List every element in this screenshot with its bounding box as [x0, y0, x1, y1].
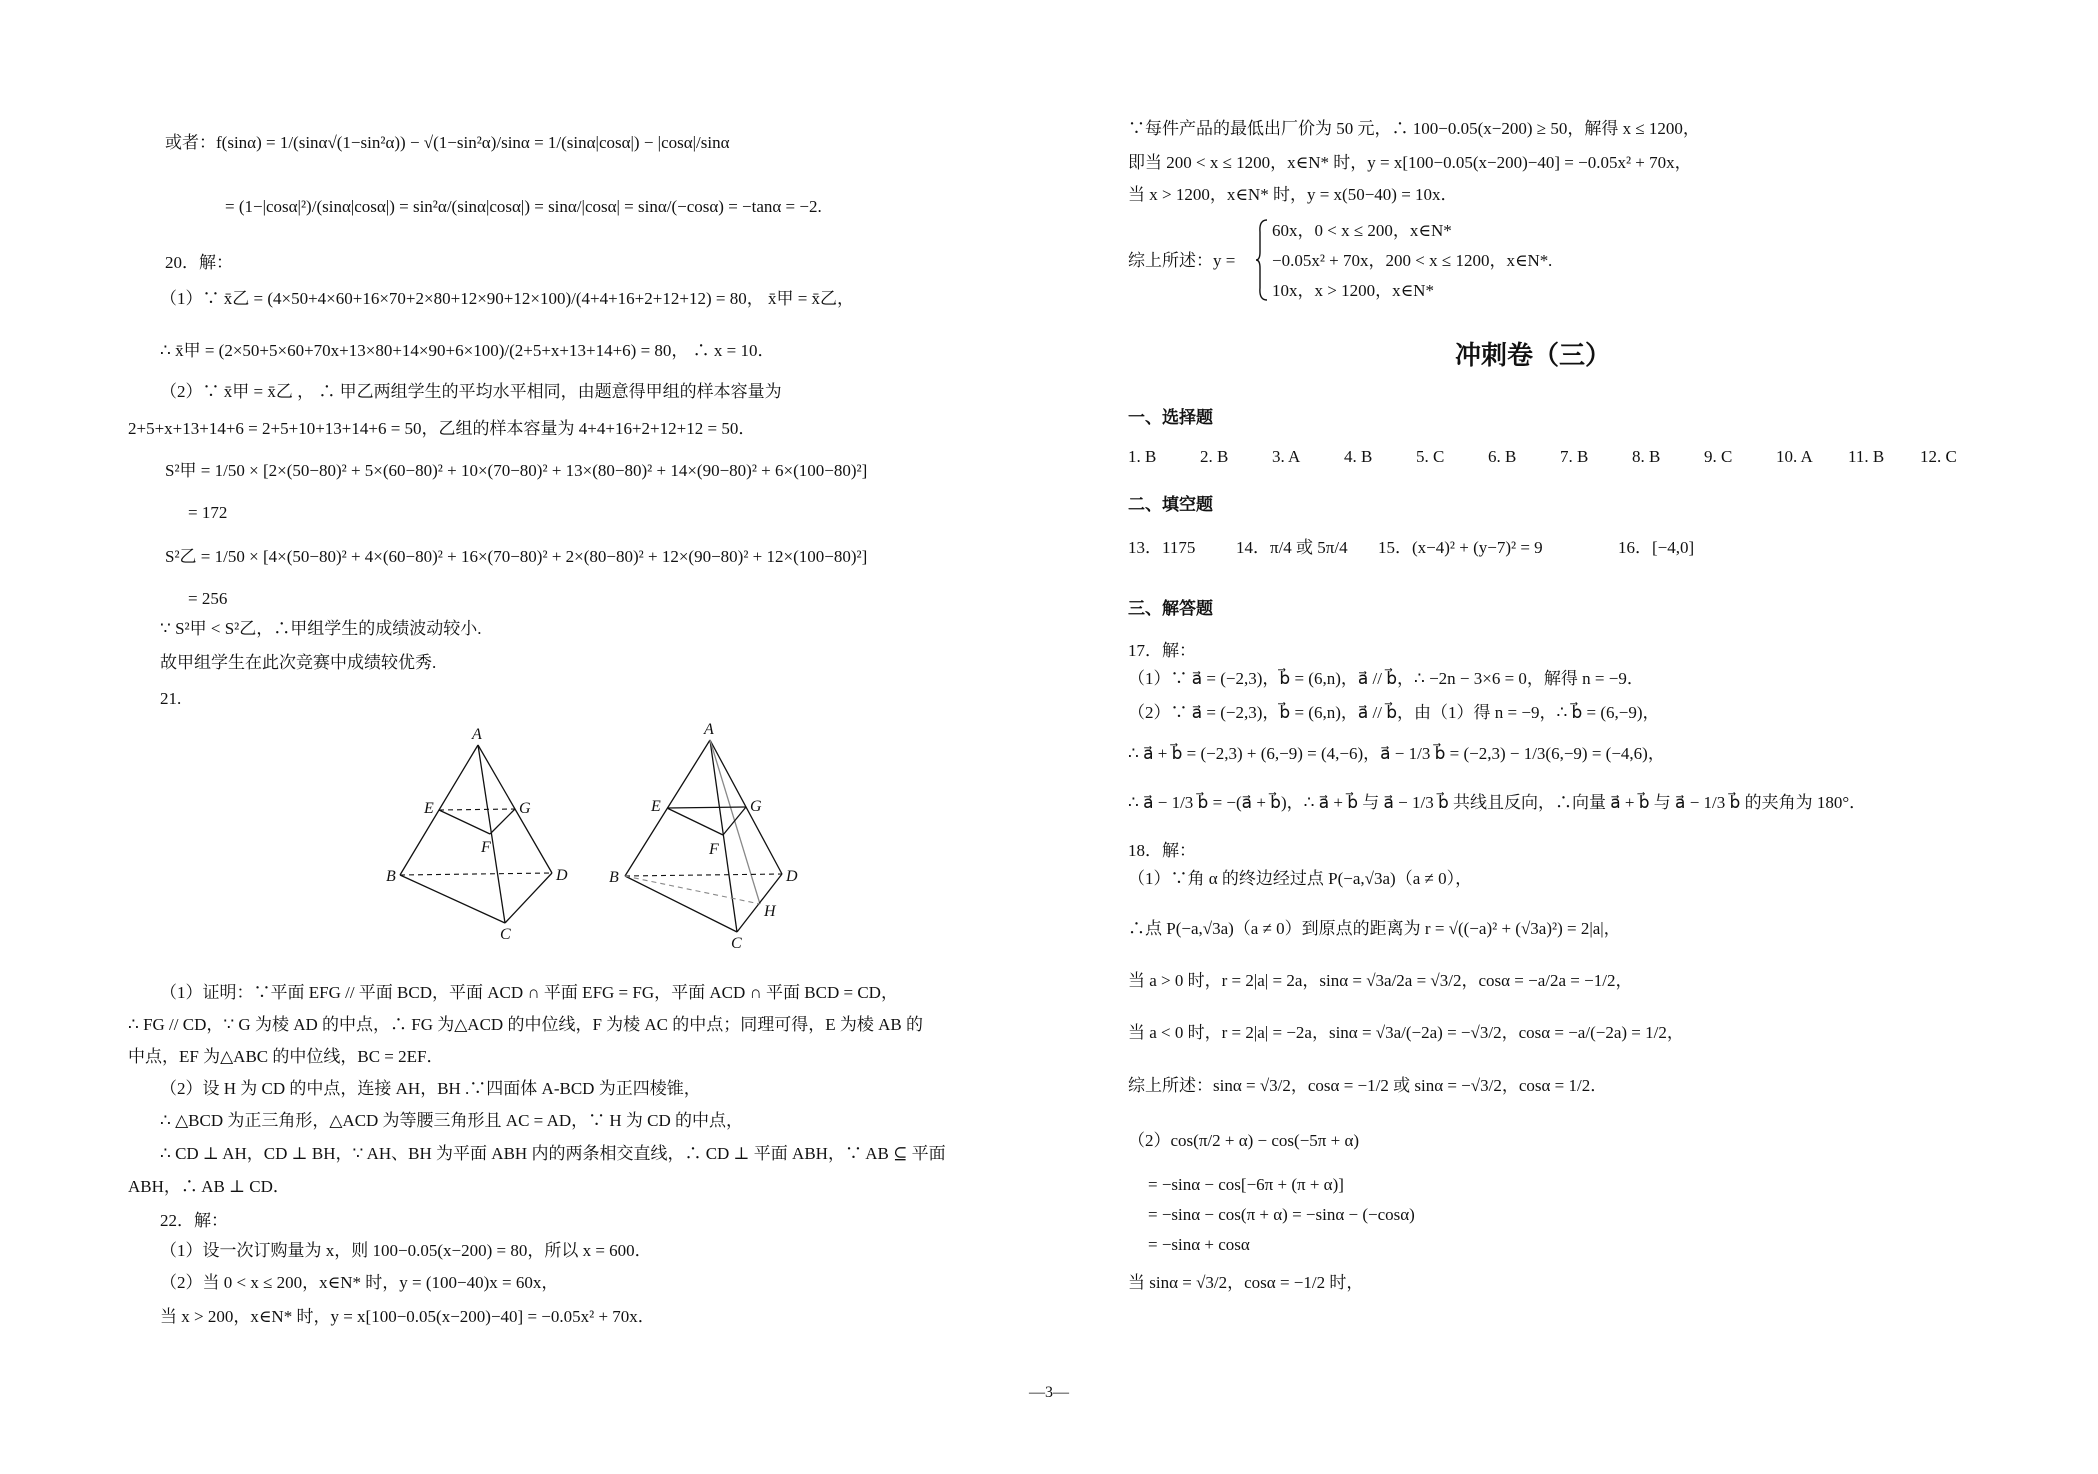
exam-title: 冲刺卷（三）	[1455, 341, 1612, 371]
text-line: 17．解：	[1128, 641, 1196, 660]
choice-answer: 12. C	[1920, 447, 1957, 466]
text-line: 20．解：	[165, 253, 233, 272]
choice-answer: 11. B	[1848, 447, 1885, 466]
label-A: A	[704, 721, 714, 738]
text-line: ∴点 P(−a,√3a)（a ≠ 0）到原点的距离为 r = √((−a)² + (√3a)²) = 2|a|，	[1128, 919, 1621, 938]
case-line: 60x，0 < x ≤ 200，x∈N*	[1272, 221, 1452, 240]
label-A: A	[472, 726, 482, 743]
text-line: 故甲组学生在此次竞赛中成绩较优秀.	[160, 653, 437, 672]
text-line: ∵ S²甲 < S²乙，∴甲组学生的成绩波动较小.	[160, 619, 482, 638]
text-line: （2）∵ a⃗ = (−2,3)，b⃗ = (6,n)，a⃗ // b⃗，由（1）得 n = −9，∴ b⃗ = (6,−9)，	[1128, 703, 1660, 722]
fill-answer: 13．1175	[1128, 538, 1196, 557]
label-C: C	[731, 935, 742, 950]
fill-answer: 16．[−4,0]	[1618, 538, 1695, 557]
text-line: S²乙 = 1/50 × [4×(50−80)² + 4×(60−80)² + 16×(70−80)² + 2×(80−80)² + 12×(90−80)² + 12×(100−80)²]	[165, 547, 868, 566]
section-heading: 三、解答题	[1128, 599, 1213, 619]
text-line: 2+5+x+13+14+6 = 2+5+10+13+14+6 = 50，乙组的样本容量为 4+4+16+2+12+12 = 50．	[128, 419, 756, 438]
label-B: B	[386, 868, 396, 885]
label-B: B	[609, 869, 619, 886]
text-line: ∴ △BCD 为正三角形，△ACD 为等腰三角形且 AC = AD，∵ H 为 CD 的中点，	[160, 1111, 744, 1130]
label-G: G	[750, 798, 762, 815]
label-C: C	[500, 926, 511, 943]
text-line: = 256	[188, 589, 228, 608]
text-line: （2）当 0 < x ≤ 200，x∈N* 时，y = (100−40)x = 60x，	[160, 1273, 559, 1292]
text-line: 18．解：	[1128, 841, 1196, 860]
text-line: 当 a > 0 时，r = 2|a| = 2a，sinα = √3a/2a = √3/2，cosα = −a/2a = −1/2，	[1128, 971, 1633, 990]
label-G: G	[519, 800, 531, 817]
choice-answer: 9. C	[1704, 447, 1733, 466]
text-line: 综上所述：sinα = √3/2，cosα = −1/2 或 sinα = −√3/2，cosα = 1/2．	[1128, 1076, 1608, 1095]
text-line: = −sinα − cos(π + α) = −sinα − (−cosα)	[1148, 1205, 1415, 1224]
brace-icon	[1255, 218, 1269, 302]
choice-answer: 3. A	[1272, 447, 1301, 466]
choice-answer: 4. B	[1344, 447, 1373, 466]
text-line: ∵每件产品的最低出厂价为 50 元，∴ 100−0.05(x−200) ≥ 50，解得 x ≤ 1200，	[1128, 119, 1700, 138]
text-line: （1）设一次订购量为 x，则 100−0.05(x−200) = 80，所以 x = 600．	[160, 1241, 652, 1260]
text-line: （1）证明：∵平面 EFG // 平面 BCD，平面 ACD ∩ 平面 EFG = FG，平面 ACD ∩ 平面 BCD = CD，	[160, 983, 898, 1002]
section-heading: 一、选择题	[1128, 408, 1213, 428]
choice-answer: 10. A	[1776, 447, 1813, 466]
choice-answer: 5. C	[1416, 447, 1445, 466]
text-line: 当 sinα = √3/2，cosα = −1/2 时，	[1128, 1273, 1364, 1292]
text-line: = −sinα − cos[−6π + (π + α)]	[1148, 1175, 1344, 1194]
summary-label: 综上所述：y =	[1128, 251, 1236, 270]
text-line: 当 x > 200，x∈N* 时，y = x[100−0.05(x−200)−40] = −0.05x² + 70x．	[160, 1307, 655, 1326]
text-line: ∴ CD ⊥ AH，CD ⊥ BH，∵ AH、BH 为平面 ABH 内的两条相交直线，∴ CD ⊥ 平面 ABH，∵ AB ⊆ 平面	[160, 1144, 946, 1163]
label-D: D	[786, 868, 798, 885]
text-line: （1）∵ a⃗ = (−2,3)，b⃗ = (6,n)，a⃗ // b⃗，∴ −2n − 3×6 = 0，解得 n = −9．	[1128, 669, 1644, 688]
text-line: ABH，∴ AB ⊥ CD．	[128, 1177, 290, 1196]
text-line: （2）∵ x̄甲 = x̄乙 ， ∴ 甲乙两组学生的平均水平相同，由题意得甲组的样本容量为	[160, 382, 782, 401]
case-line: 10x，x > 1200，x∈N*	[1272, 281, 1434, 300]
tetrahedron-figure-2	[605, 720, 815, 950]
text-line: = 172	[188, 503, 228, 522]
text-line: （1）∵角 α 的终边经过点 P(−a,√3a)（a ≠ 0），	[1128, 869, 1473, 888]
choice-answer: 8. B	[1632, 447, 1661, 466]
label-F: F	[709, 841, 719, 858]
label-F: F	[481, 839, 491, 856]
label-E: E	[651, 798, 661, 815]
text-line: 22．解：	[160, 1211, 228, 1230]
text-line: S²甲 = 1/50 × [2×(50−80)² + 5×(60−80)² + 10×(70−80)² + 13×(80−80)² + 14×(90−80)² + 6×(100−80)²]	[165, 461, 868, 480]
text-line: 或者：f(sinα) = 1/(sinα√(1−sin²α)) − √(1−sin²α)/sinα = 1/(sinα|cosα|) − |cosα|/sinα	[165, 133, 730, 152]
choice-answer: 7. B	[1560, 447, 1589, 466]
choice-answer: 6. B	[1488, 447, 1517, 466]
text-line: 即当 200 < x ≤ 1200，x∈N* 时，y = x[100−0.05(x−200)−40] = −0.05x² + 70x，	[1128, 153, 1692, 172]
choice-answer: 1. B	[1128, 447, 1157, 466]
text-line: 21.	[160, 689, 182, 708]
text-line: ∴ a⃗ + b⃗ = (−2,3) + (6,−9) = (4,−6)，a⃗ − 1/3 b⃗ = (−2,3) − 1/3(6,−9) = (−4,6)，	[1128, 744, 1665, 763]
fill-answer: 15．(x−4)² + (y−7)² = 9	[1378, 538, 1543, 557]
choice-answers	[1128, 447, 1992, 467]
tetrahedron-figure-1	[380, 725, 590, 945]
text-line: （2）设 H 为 CD 的中点，连接 AH，BH .∵四面体 A-BCD 为正四棱锥，	[160, 1079, 701, 1098]
page-number: —3—	[1029, 1384, 1069, 1401]
text-line: 中点，EF 为△ABC 的中位线，BC = 2EF．	[128, 1047, 444, 1066]
text-line: （1）∵ x̄乙 = (4×50+4×60+16×70+2×80+12×90+12×100)/(4+4+16+2+12+12) = 80， x̄甲 = x̄乙，	[160, 289, 855, 308]
section-heading: 二、填空题	[1128, 495, 1213, 515]
text-line: = −sinα + cosα	[1148, 1235, 1250, 1254]
label-H: H	[764, 903, 776, 920]
text-line: ∴ x̄甲 = (2×50+5×60+70x+13×80+14×90+6×100)/(2+5+x+13+14+6) = 80， ∴ x = 10．	[160, 341, 775, 360]
text-line: （2）cos(π/2 + α) − cos(−5π + α)	[1128, 1131, 1360, 1150]
text-line: ∴ FG // CD，∵ G 为棱 AD 的中点，∴ FG 为△ACD 的中位线，F 为棱 AC 的中点；同理可得，E 为棱 AB 的	[128, 1015, 924, 1034]
choice-answer: 2. B	[1200, 447, 1229, 466]
text-line: 当 a < 0 时，r = 2|a| = −2a，sinα = √3a/(−2a) = −√3/2，cosα = −a/(−2a) = 1/2，	[1128, 1023, 1684, 1042]
text-line: = (1−|cosα|²)/(sinα|cosα|) = sin²α/(sinα|cosα|) = sinα/|cosα| = sinα/(−cosα) = −tanα = −2.	[225, 197, 822, 216]
fill-answer: 14．π/4 或 5π/4	[1236, 538, 1348, 557]
summary-end: .	[1548, 251, 1553, 270]
label-D: D	[556, 867, 568, 884]
case-line: −0.05x² + 70x，200 < x ≤ 1200，x∈N*	[1272, 251, 1549, 270]
label-E: E	[424, 800, 434, 817]
text-line: 当 x > 1200，x∈N* 时，y = x(50−40) = 10x．	[1128, 185, 1458, 204]
text-line: ∴ a⃗ − 1/3 b⃗ = −(a⃗ + b⃗)，∴ a⃗ + b⃗ 与 a⃗ − 1/3 b⃗ 共线且反向，∴向量 a⃗ + b⃗ 与 a⃗ − 1/3 b⃗ 的夹角为 180°．	[1128, 793, 1867, 812]
